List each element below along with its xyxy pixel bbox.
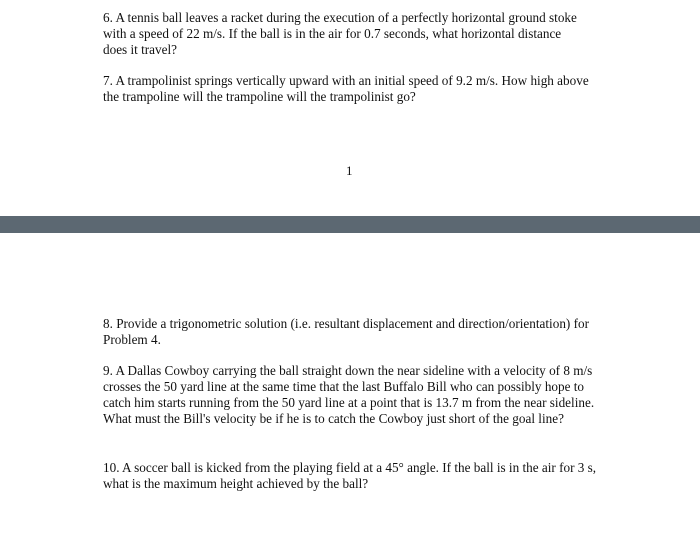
page-number: 1 <box>346 163 353 178</box>
document-page-1 <box>0 0 700 216</box>
problem-6: 6. A tennis ball leaves a racket during the execution of a perfectly horizontal ground stoke with a speed of 22 m/s. If the ball is in the air for 0.7 seconds, what horizontal distance does it travel? <box>103 10 577 57</box>
page-separator <box>0 216 700 233</box>
problem-8: 8. Provide a trigonometric solution (i.e. resultant displacement and direction/orientation) for Problem 4. <box>103 316 589 347</box>
problem-10: 10. A soccer ball is kicked from the playing field at a 45° angle. If the ball is in the air for 3 s, what is the maximum height achieved by the ball? <box>103 460 597 491</box>
problem-7: 7. A trampolinist springs vertically upward with an initial speed of 9.2 m/s. How high above the trampoline will the trampoline will the trampolinist go? <box>103 73 589 104</box>
problem-9: 9. A Dallas Cowboy carrying the ball straight down the near sideline with a velocity of 8 m/s crosses the 50 yard line at the same time that the last Buffalo Bill who can possibly hope to catch him starts running from the 50 yard line at a point that is 13.7 m from the near sideline. What must the Bill's velocity be if he is to catch the Cowboy just short of the goal line? <box>103 363 595 426</box>
